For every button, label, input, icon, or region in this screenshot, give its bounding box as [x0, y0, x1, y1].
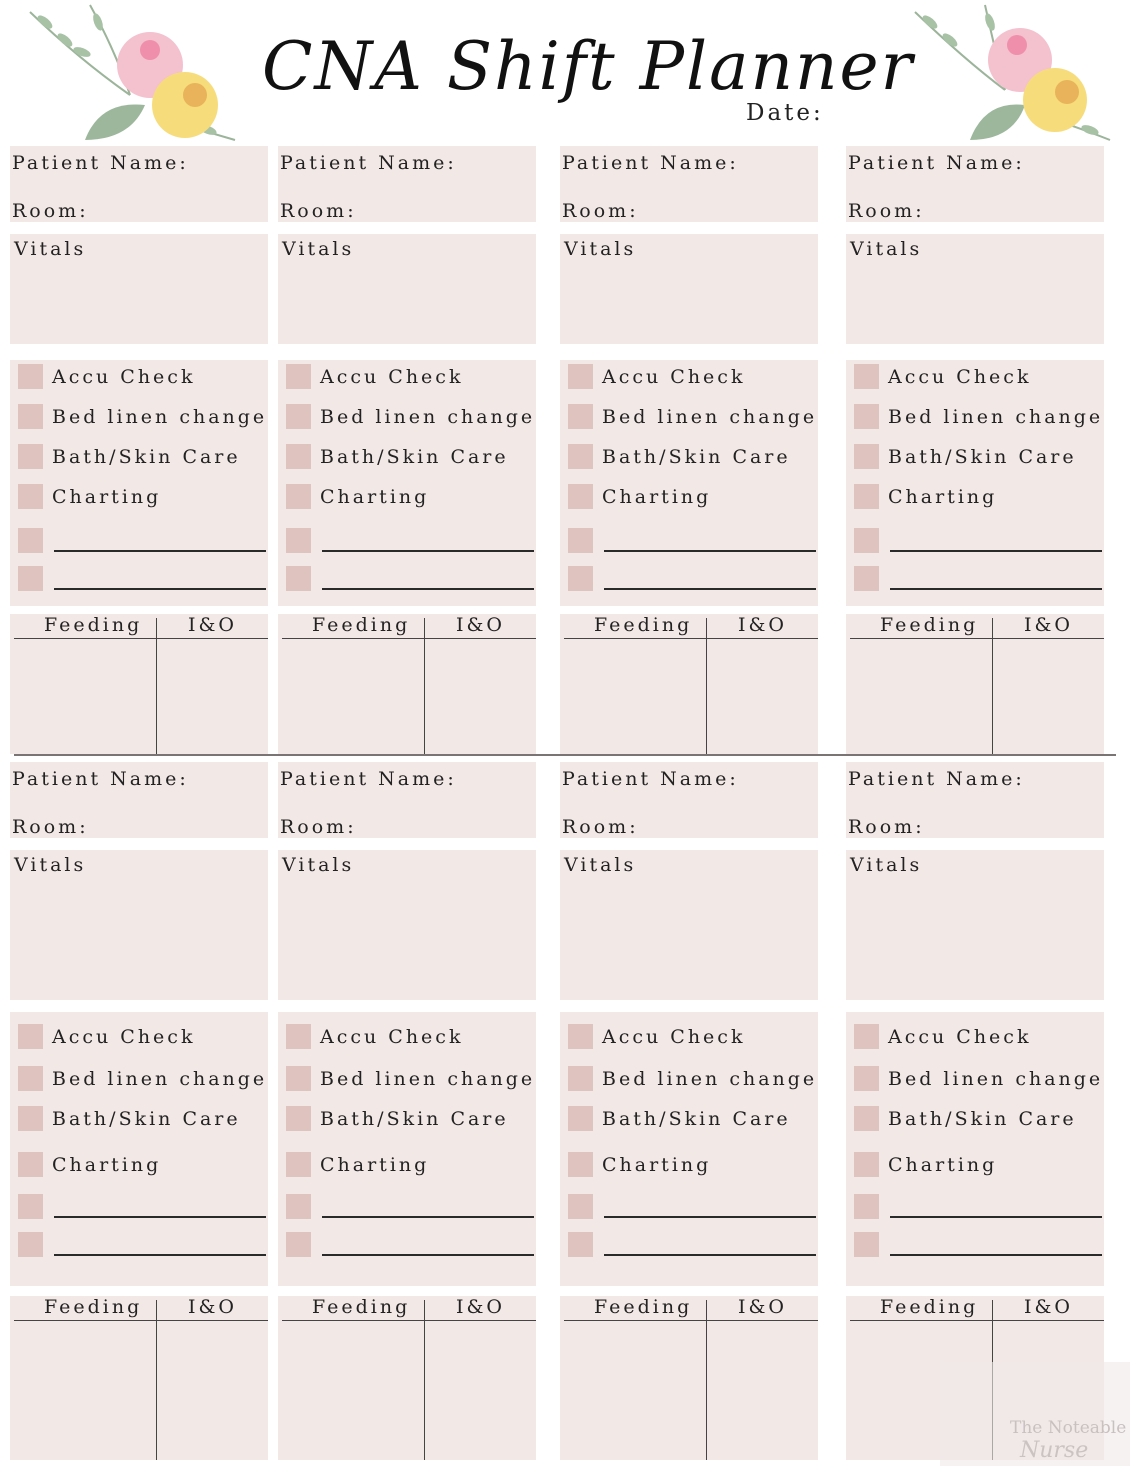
blank-line[interactable]	[54, 1254, 266, 1256]
blank-task-item[interactable]	[18, 1232, 263, 1258]
blank-task-item[interactable]	[854, 528, 1099, 554]
room-label: Room:	[12, 200, 89, 222]
task-label: Bath/Skin Care	[52, 1108, 241, 1130]
blank-line[interactable]	[890, 1254, 1102, 1256]
task-label: Bath/Skin Care	[602, 1108, 791, 1130]
vitals-box[interactable]	[278, 850, 536, 1000]
task-checklist	[10, 360, 268, 606]
task-checklist	[560, 1012, 818, 1286]
checkbox[interactable]	[18, 1194, 43, 1219]
blank-line[interactable]	[890, 550, 1102, 552]
blank-line[interactable]	[54, 588, 266, 590]
checkbox[interactable]	[286, 404, 311, 429]
task-item[interactable]	[18, 1024, 263, 1050]
blank-line[interactable]	[54, 1216, 266, 1218]
feeding-label: Feeding	[880, 1296, 979, 1318]
checkbox[interactable]	[854, 484, 879, 509]
checkbox[interactable]	[854, 444, 879, 469]
task-item[interactable]	[286, 1152, 531, 1178]
vitals-box[interactable]	[846, 850, 1104, 1000]
feeding-io-box[interactable]	[846, 614, 1104, 754]
io-label: I&O	[456, 614, 505, 636]
checkbox[interactable]	[854, 1024, 879, 1049]
patient-name-label: Patient Name:	[848, 768, 1025, 790]
task-label: Bath/Skin Care	[602, 446, 791, 468]
table-divider	[14, 638, 268, 639]
table-divider	[564, 638, 818, 639]
task-label: Bed linen change	[888, 1068, 1104, 1090]
task-label: Accu Check	[320, 366, 464, 388]
patient-info-box[interactable]	[560, 146, 818, 222]
blank-task-item[interactable]	[286, 1232, 531, 1258]
task-label: Accu Check	[52, 366, 196, 388]
feeding-label: Feeding	[594, 1296, 693, 1318]
task-item[interactable]	[854, 1066, 1104, 1092]
task-label: Bed linen change	[602, 406, 818, 428]
patient-info-box[interactable]	[278, 762, 536, 838]
vitals-box[interactable]	[560, 850, 818, 1000]
feeding-label: Feeding	[312, 1296, 411, 1318]
task-item[interactable]	[854, 444, 1099, 470]
patient-name-label: Patient Name:	[562, 152, 739, 174]
table-divider	[850, 1320, 1104, 1321]
checkbox[interactable]	[286, 1024, 311, 1049]
room-label: Room:	[562, 816, 639, 838]
task-label: Charting	[320, 486, 430, 508]
vitals-label: Vitals	[282, 238, 355, 260]
blank-task-item[interactable]	[568, 1194, 813, 1220]
room-label: Room:	[280, 816, 357, 838]
vitals-box[interactable]	[560, 234, 818, 344]
feeding-io-box[interactable]	[10, 614, 268, 754]
blank-task-item[interactable]	[286, 566, 531, 592]
io-label: I&O	[738, 1296, 787, 1318]
task-label: Charting	[888, 1154, 998, 1176]
checkbox[interactable]	[854, 1232, 879, 1257]
checkbox[interactable]	[18, 404, 43, 429]
column-divider	[424, 618, 425, 754]
blank-task-item[interactable]	[854, 1232, 1099, 1258]
room-label: Room:	[848, 200, 925, 222]
io-label: I&O	[1024, 614, 1073, 636]
checkbox[interactable]	[568, 1232, 593, 1257]
blank-task-item[interactable]	[286, 1194, 531, 1220]
checkbox[interactable]	[568, 1194, 593, 1219]
checkbox[interactable]	[854, 566, 879, 591]
blank-line[interactable]	[604, 588, 816, 590]
column-divider	[424, 1300, 425, 1460]
task-item[interactable]	[568, 1024, 813, 1050]
io-label: I&O	[188, 1296, 237, 1318]
vitals-box[interactable]	[10, 850, 268, 1000]
blank-line[interactable]	[322, 1254, 534, 1256]
feeding-io-box[interactable]	[278, 614, 536, 754]
checkbox[interactable]	[568, 1066, 593, 1091]
patient-info-box[interactable]	[278, 146, 536, 222]
task-item[interactable]	[18, 444, 263, 470]
checkbox[interactable]	[286, 1152, 311, 1177]
vitals-box[interactable]	[846, 234, 1104, 344]
checkbox[interactable]	[286, 1194, 311, 1219]
task-label: Accu Check	[602, 366, 746, 388]
vitals-label: Vitals	[850, 238, 923, 260]
blank-task-item[interactable]	[854, 566, 1099, 592]
checkbox[interactable]	[286, 484, 311, 509]
task-label: Charting	[52, 486, 162, 508]
feeding-io-box[interactable]	[560, 614, 818, 754]
vitals-label: Vitals	[14, 238, 87, 260]
table-divider	[564, 1320, 818, 1321]
task-item[interactable]	[18, 1106, 263, 1132]
io-label: I&O	[738, 614, 787, 636]
checkbox[interactable]	[18, 364, 43, 389]
patient-info-box[interactable]	[846, 146, 1104, 222]
task-label: Bed linen change	[320, 406, 536, 428]
task-label: Bed linen change	[52, 406, 268, 428]
blank-line[interactable]	[890, 1216, 1102, 1218]
io-label: I&O	[456, 1296, 505, 1318]
table-divider	[282, 1320, 536, 1321]
task-item[interactable]	[568, 404, 818, 430]
task-label: Bath/Skin Care	[52, 446, 241, 468]
task-item[interactable]	[854, 484, 1099, 510]
vitals-label: Vitals	[282, 854, 355, 876]
checkbox[interactable]	[286, 364, 311, 389]
checkbox[interactable]	[568, 1106, 593, 1131]
task-label: Accu Check	[888, 1026, 1032, 1048]
task-item[interactable]	[18, 1066, 268, 1092]
task-item[interactable]	[568, 1106, 813, 1132]
blank-task-item[interactable]	[568, 1232, 813, 1258]
task-item[interactable]	[854, 1024, 1099, 1050]
column-divider	[992, 618, 993, 754]
task-item[interactable]	[286, 484, 531, 510]
blank-task-item[interactable]	[568, 528, 813, 554]
checkbox[interactable]	[568, 528, 593, 553]
date-label: Date:	[746, 100, 824, 126]
task-checklist	[846, 360, 1104, 606]
patient-info-box[interactable]	[10, 762, 268, 838]
flower-icon	[905, 0, 1120, 160]
checkbox[interactable]	[18, 1066, 43, 1091]
column-divider	[156, 618, 157, 754]
task-label: Bath/Skin Care	[320, 446, 509, 468]
checkbox[interactable]	[286, 566, 311, 591]
task-label: Bed linen change	[320, 1068, 536, 1090]
checkbox[interactable]	[286, 528, 311, 553]
blank-task-item[interactable]	[18, 528, 263, 554]
task-label: Accu Check	[320, 1026, 464, 1048]
blank-line[interactable]	[890, 588, 1102, 590]
vitals-label: Vitals	[850, 854, 923, 876]
blank-line[interactable]	[604, 550, 816, 552]
checkbox[interactable]	[18, 528, 43, 553]
io-label: I&O	[1024, 1296, 1073, 1318]
checkbox[interactable]	[854, 404, 879, 429]
patient-name-label: Patient Name:	[562, 768, 739, 790]
task-item[interactable]	[18, 404, 268, 430]
task-item[interactable]	[854, 404, 1104, 430]
task-item[interactable]	[568, 1066, 818, 1092]
checkbox[interactable]	[568, 444, 593, 469]
checkbox[interactable]	[854, 1106, 879, 1131]
checkbox[interactable]	[18, 484, 43, 509]
task-label: Charting	[602, 1154, 712, 1176]
feeding-io-box[interactable]	[278, 1296, 536, 1460]
task-checklist	[278, 360, 536, 606]
task-checklist	[278, 1012, 536, 1286]
checkbox[interactable]	[286, 1232, 311, 1257]
blank-line[interactable]	[604, 1254, 816, 1256]
blank-line[interactable]	[322, 588, 534, 590]
patient-info-box[interactable]	[560, 762, 818, 838]
checkbox[interactable]	[286, 1066, 311, 1091]
task-label: Charting	[888, 486, 998, 508]
task-label: Charting	[52, 1154, 162, 1176]
checkbox[interactable]	[854, 1194, 879, 1219]
checkbox[interactable]	[568, 364, 593, 389]
checkbox[interactable]	[854, 364, 879, 389]
task-checklist	[10, 1012, 268, 1286]
feeding-label: Feeding	[312, 614, 411, 636]
blank-line[interactable]	[604, 1216, 816, 1218]
checkbox[interactable]	[286, 444, 311, 469]
checkbox[interactable]	[18, 444, 43, 469]
feeding-label: Feeding	[594, 614, 693, 636]
task-item[interactable]	[854, 1152, 1099, 1178]
checkbox[interactable]	[18, 1106, 43, 1131]
task-item[interactable]	[286, 404, 536, 430]
checkbox[interactable]	[854, 1152, 879, 1177]
section-divider	[14, 754, 1116, 756]
column-divider	[706, 618, 707, 754]
checkbox[interactable]	[568, 1024, 593, 1049]
task-label: Bath/Skin Care	[888, 446, 1077, 468]
patient-info-box[interactable]	[846, 762, 1104, 838]
checkbox[interactable]	[286, 1106, 311, 1131]
flower-icon	[20, 0, 250, 160]
task-item[interactable]	[854, 1106, 1099, 1132]
checkbox[interactable]	[568, 1152, 593, 1177]
watermark-line2: Nurse	[1020, 1438, 1089, 1463]
task-item[interactable]	[18, 484, 263, 510]
patient-name-label: Patient Name:	[12, 152, 189, 174]
checkbox[interactable]	[568, 484, 593, 509]
task-item[interactable]	[286, 364, 531, 390]
task-label: Bath/Skin Care	[888, 1108, 1077, 1130]
blank-task-item[interactable]	[854, 1194, 1099, 1220]
feeding-io-box[interactable]	[560, 1296, 818, 1460]
patient-name-label: Patient Name:	[280, 152, 457, 174]
task-label: Bath/Skin Care	[320, 1108, 509, 1130]
blank-line[interactable]	[322, 550, 534, 552]
task-checklist	[846, 1012, 1104, 1286]
task-label: Charting	[320, 1154, 430, 1176]
checkbox[interactable]	[854, 528, 879, 553]
checkbox[interactable]	[18, 1152, 43, 1177]
blank-task-item[interactable]	[18, 1194, 263, 1220]
patient-name-label: Patient Name:	[12, 768, 189, 790]
task-label: Accu Check	[888, 366, 1032, 388]
checkbox[interactable]	[568, 566, 593, 591]
vitals-label: Vitals	[564, 854, 637, 876]
column-divider	[156, 1300, 157, 1460]
feeding-label: Feeding	[44, 614, 143, 636]
task-item[interactable]	[568, 484, 813, 510]
task-label: Charting	[602, 486, 712, 508]
blank-line[interactable]	[54, 550, 266, 552]
io-label: I&O	[188, 614, 237, 636]
task-label: Accu Check	[602, 1026, 746, 1048]
task-item[interactable]	[286, 1066, 536, 1092]
checkbox[interactable]	[568, 404, 593, 429]
task-item[interactable]	[286, 1024, 531, 1050]
task-item[interactable]	[18, 1152, 263, 1178]
column-divider	[706, 1300, 707, 1460]
checkbox[interactable]	[854, 1066, 879, 1091]
task-label: Accu Check	[52, 1026, 196, 1048]
table-divider	[282, 638, 536, 639]
task-label: Bed linen change	[52, 1068, 268, 1090]
patient-name-label: Patient Name:	[280, 768, 457, 790]
blank-line[interactable]	[322, 1216, 534, 1218]
checkbox[interactable]	[18, 566, 43, 591]
patient-name-label: Patient Name:	[848, 152, 1025, 174]
page-title: CNA Shift Planner	[262, 28, 915, 105]
task-item[interactable]	[568, 444, 813, 470]
task-label: Bed linen change	[602, 1068, 818, 1090]
vitals-box[interactable]	[278, 234, 536, 344]
room-label: Room:	[280, 200, 357, 222]
vitals-label: Vitals	[14, 854, 87, 876]
feeding-label: Feeding	[44, 1296, 143, 1318]
task-checklist	[560, 360, 818, 606]
patient-info-box[interactable]	[10, 146, 268, 222]
task-label: Bed linen change	[888, 406, 1104, 428]
blank-task-item[interactable]	[568, 566, 813, 592]
room-label: Room:	[12, 816, 89, 838]
table-divider	[14, 1320, 268, 1321]
checkbox[interactable]	[18, 1024, 43, 1049]
vitals-box[interactable]	[10, 234, 268, 344]
task-item[interactable]	[568, 1152, 813, 1178]
task-item[interactable]	[18, 364, 263, 390]
feeding-label: Feeding	[880, 614, 979, 636]
watermark	[940, 1362, 1130, 1466]
task-item[interactable]	[854, 364, 1099, 390]
checkbox[interactable]	[18, 1232, 43, 1257]
task-item[interactable]	[286, 444, 531, 470]
vitals-label: Vitals	[564, 238, 637, 260]
feeding-io-box[interactable]	[10, 1296, 268, 1460]
watermark-line1: The Noteable	[1010, 1418, 1127, 1438]
blank-task-item[interactable]	[18, 566, 263, 592]
table-divider	[850, 638, 1104, 639]
blank-task-item[interactable]	[286, 528, 531, 554]
task-item[interactable]	[286, 1106, 531, 1132]
room-label: Room:	[848, 816, 925, 838]
task-item[interactable]	[568, 364, 813, 390]
room-label: Room:	[562, 200, 639, 222]
